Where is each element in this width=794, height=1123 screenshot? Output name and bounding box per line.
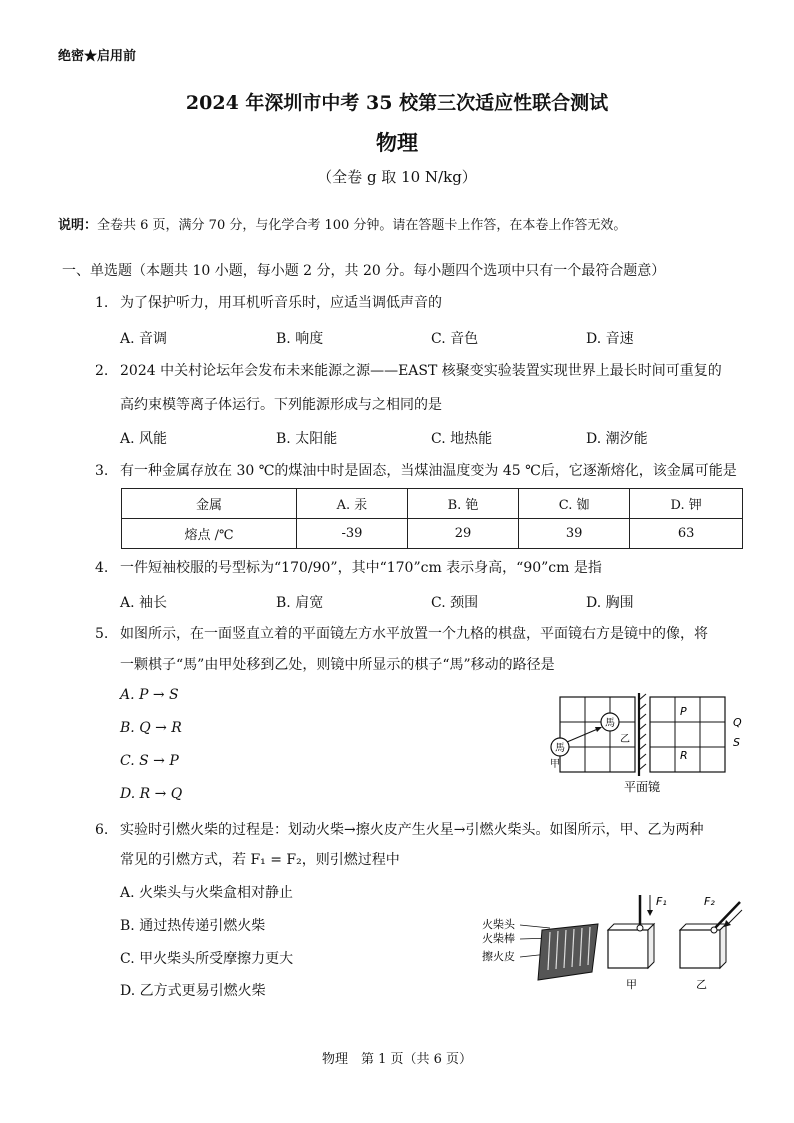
mirror-caption: 平面镜 [623, 780, 661, 794]
table-cell: -39 [297, 519, 408, 549]
table-row-label: 熔点 /℃ [122, 519, 297, 549]
label-strip: 擦火皮 [482, 950, 515, 963]
label-match-stick: 火柴棒 [482, 932, 515, 945]
instructions-text: 全卷共 6 页，满分 70 分，与化学合考 100 分钟。请在答题卡上作答，在本卷上作答无效。 [97, 218, 627, 233]
box-jia-top [608, 924, 654, 930]
arrow-head [595, 727, 602, 732]
label-q: Q [733, 716, 742, 729]
chessboard-mirror-figure [540, 690, 750, 800]
option-b: B. Q → R [120, 720, 182, 736]
question-number: 6. [95, 822, 109, 838]
subject-title: 物理 [376, 130, 418, 155]
option-d: D. 潮汐能 [586, 431, 648, 447]
question-stem-line2: 常见的引燃方式，若 F₁ = F₂，则引燃过程中 [120, 852, 400, 868]
table-header-cell: C. 铷 [519, 489, 630, 519]
option-c: C. 甲火柴头所受摩擦力更大 [120, 951, 294, 967]
question-number: 2. [95, 363, 109, 379]
box-jia [608, 930, 648, 968]
label-box-jia: 甲 [626, 978, 637, 991]
question-number: 5. [95, 626, 109, 642]
question-stem: 实验时引燃火柴的过程是：划动火柴→擦火皮产生火星→引燃火柴头。如图所示，甲、乙为两种 [120, 822, 704, 838]
question-stem: 为了保护听力，用耳机听音乐时，应适当调低声音的 [120, 295, 442, 311]
table-header-cell: D. 钾 [630, 489, 743, 519]
option-b: B. 通过热传递引燃火柴 [120, 918, 266, 934]
confidential-mark: 绝密★启用前 [58, 49, 137, 64]
question-number: 3. [95, 463, 109, 479]
page-footer: 物理 第 1 页（共 6 页） [321, 1052, 473, 1067]
question-stem: 2024 中关村论坛年会发布未来能源之源——EAST 核聚变实验装置实现世界上最长时间可重复的 [120, 363, 722, 379]
label-yi: 乙 [620, 734, 630, 745]
instructions [58, 214, 626, 233]
option-d: D. 胸围 [586, 595, 634, 611]
option-b: B. 肩宽 [276, 595, 324, 611]
table-cell: 39 [519, 519, 630, 549]
option-b: B. 响度 [276, 331, 324, 347]
box-jia-side [648, 924, 654, 968]
question-stem-line2: 高约束模等离子体运行。下列能源形成与之相同的是 [120, 397, 442, 413]
option-a: A. 火柴头与火柴盒相对静止 [120, 885, 294, 901]
label-s: S [733, 736, 740, 749]
table-header-row [122, 489, 743, 519]
option-a: A. 风能 [120, 431, 168, 447]
option-b: B. 太阳能 [276, 431, 338, 447]
option-c: C. 地热能 [431, 431, 493, 447]
gravity-note: （全卷 g 取 10 N/kg） [317, 168, 477, 186]
piece-label: 馬 [555, 743, 565, 754]
option-d: D. 音速 [586, 331, 634, 347]
label-box-yi: 乙 [696, 978, 707, 991]
label-match-head: 火柴头 [482, 918, 515, 931]
melting-point-table [121, 488, 743, 549]
label-p: P [680, 705, 687, 718]
move-arrow [567, 728, 600, 742]
option-d: D. 乙方式更易引燃火柴 [120, 983, 266, 999]
question-stem: 一件短袖校服的号型标为“170/90”，其中“170”cm 表示身高，“90”cm 是指 [120, 560, 602, 576]
box-yi [680, 930, 720, 968]
exam-title: 2024 年深圳市中考 35 校第三次适应性联合测试 [185, 92, 609, 114]
label-jia: 甲 [550, 759, 560, 770]
label-f1: F₁ [656, 895, 667, 908]
box-yi-side [720, 924, 726, 968]
table-row [122, 519, 743, 549]
option-d: D. R → Q [120, 786, 183, 802]
label-f2: F₂ [704, 895, 715, 908]
option-c: C. 颈围 [431, 595, 479, 611]
label-r: R [680, 749, 688, 762]
question-stem: 有一种金属存放在 30 ℃的煤油中时是固态，当煤油温度变为 45 ℃后，它逐渐熔化，该金属可能是 [120, 463, 737, 479]
table-cell: 29 [407, 519, 518, 549]
option-c: C. 音色 [431, 331, 479, 347]
instructions-label: 说明： [58, 218, 98, 233]
table-header-cell: A. 汞 [297, 489, 408, 519]
piece-label: 馬 [605, 718, 615, 729]
table-header-cell: 金属 [122, 489, 297, 519]
question-number: 1. [95, 295, 109, 311]
option-a: A. P → S [120, 687, 179, 703]
question-stem: 如图所示，在一面竖直立着的平面镜左方水平放置一个九格的棋盘，平面镜右方是镜中的像，将 [120, 626, 708, 642]
matchbox-figure [480, 890, 750, 1000]
table-header-cell: B. 铯 [407, 489, 518, 519]
question-number: 4. [95, 560, 109, 576]
option-a: A. 音调 [120, 331, 168, 347]
option-c: C. S → P [120, 753, 179, 769]
option-a: A. 袖长 [120, 595, 168, 611]
section-heading: 一、单选题（本题共 10 小题，每小题 2 分，共 20 分。每小题四个选项中只有一个最符合题意） [62, 263, 666, 279]
question-stem-line2: 一颗棋子“馬”由甲处移到乙处，则镜中所显示的棋子“馬”移动的路径是 [120, 657, 555, 673]
table-cell: 63 [630, 519, 743, 549]
